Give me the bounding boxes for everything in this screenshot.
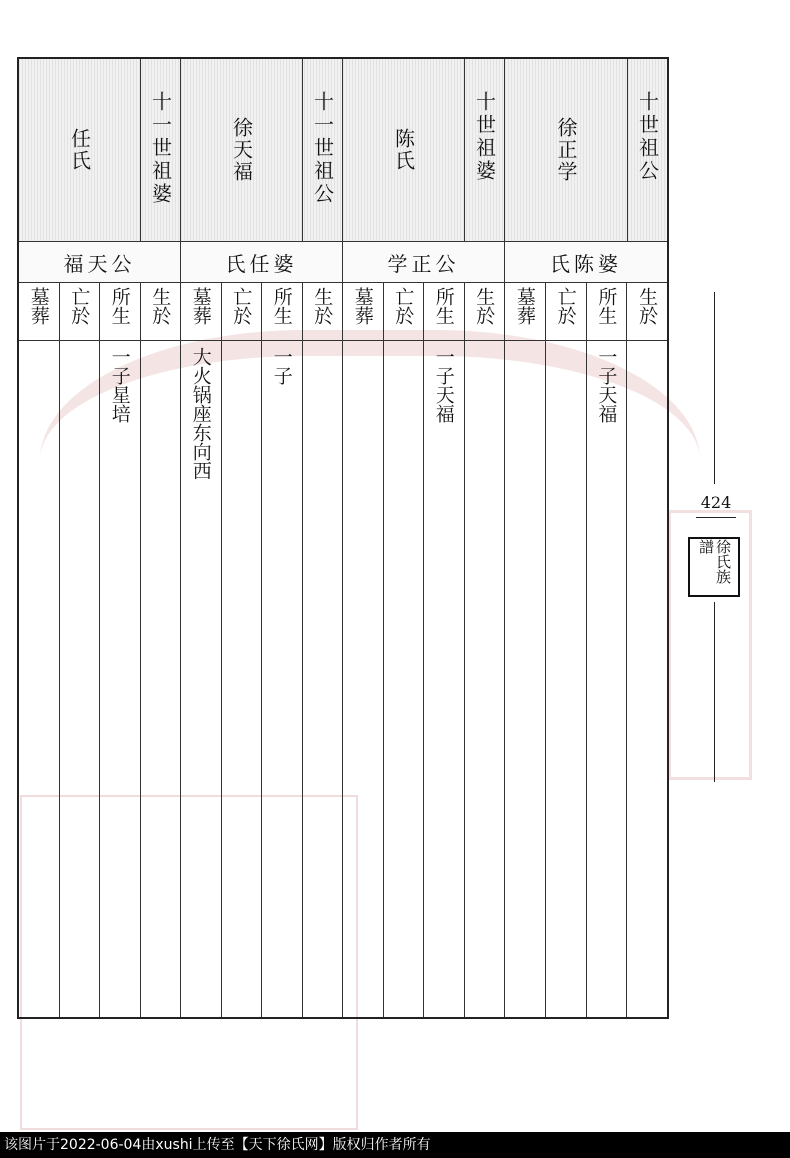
page-number: 424: [700, 493, 732, 512]
column-children: [424, 283, 465, 1017]
column-header: 生於: [636, 287, 659, 325]
column-children: [100, 283, 141, 1017]
column-value: 一子: [270, 347, 293, 385]
margin-line-bottom: [714, 602, 715, 782]
person-group-3: [343, 59, 505, 1017]
book-logo: [688, 537, 740, 597]
column-header: 生於: [311, 287, 334, 325]
column-header: 所生: [595, 287, 618, 325]
generation-title: 十一世祖公: [310, 91, 335, 206]
spouse-banner: 学正公: [343, 241, 504, 283]
column-birth: [465, 283, 505, 1017]
genealogy-table: [17, 57, 669, 1019]
person-header: [505, 59, 667, 241]
column-header: 亡於: [68, 287, 91, 325]
page-number-rule: [696, 517, 736, 518]
column-burial: [181, 283, 222, 1017]
column-death: [546, 283, 587, 1017]
person-name: 徐天福: [229, 117, 254, 183]
spouse-banner: 福天公: [19, 241, 180, 283]
person-header: [19, 59, 180, 241]
column-death: [60, 283, 101, 1017]
column-burial: [505, 283, 546, 1017]
column-value: 一子星培: [108, 347, 131, 423]
generation-title: 十一世祖婆: [148, 91, 173, 206]
column-header: 生於: [149, 287, 172, 325]
column-header: 亡於: [230, 287, 253, 325]
column-birth: [627, 283, 667, 1017]
column-header: 所生: [270, 287, 293, 325]
column-header: 墓葬: [27, 287, 50, 325]
person-name: 任氏: [67, 128, 92, 172]
column-header: 亡於: [554, 287, 577, 325]
column-header: 墓葬: [351, 287, 374, 325]
upload-footer: 该图片于2022-06-04由xushi上传至【天下徐氏网】版权归作者所有: [0, 1132, 790, 1158]
column-burial: [343, 283, 384, 1017]
person-header: [181, 59, 342, 241]
spouse-banner: 氏任婆: [181, 241, 342, 283]
column-birth: [303, 283, 343, 1017]
column-header: 墓葬: [513, 287, 536, 325]
person-group-4: [505, 59, 667, 1017]
margin-line-top: [714, 292, 715, 484]
column-birth: [141, 283, 181, 1017]
column-value: 大火锅座东向西: [189, 347, 212, 480]
column-value: 一子天福: [432, 347, 455, 423]
column-header: 墓葬: [189, 287, 212, 325]
column-header: 所生: [108, 287, 131, 325]
column-header: 所生: [432, 287, 455, 325]
column-death: [384, 283, 425, 1017]
column-header: 生於: [473, 287, 496, 325]
person-name: 徐正学: [554, 117, 578, 183]
column-death: [222, 283, 263, 1017]
column-children: [587, 283, 628, 1017]
book-logo-text: 徐氏族譜: [697, 539, 732, 584]
person-group-1: [19, 59, 181, 1017]
column-children: [262, 283, 303, 1017]
generation-title: 十世祖公: [635, 91, 660, 183]
column-header: 亡於: [392, 287, 415, 325]
person-name: 陈氏: [391, 128, 416, 172]
person-header: [343, 59, 504, 241]
generation-title: 十世祖婆: [472, 91, 497, 183]
column-value: 一子天福: [595, 347, 618, 423]
person-group-2: [181, 59, 343, 1017]
column-burial: [19, 283, 60, 1017]
spouse-banner: 氏陈婆: [505, 241, 667, 283]
